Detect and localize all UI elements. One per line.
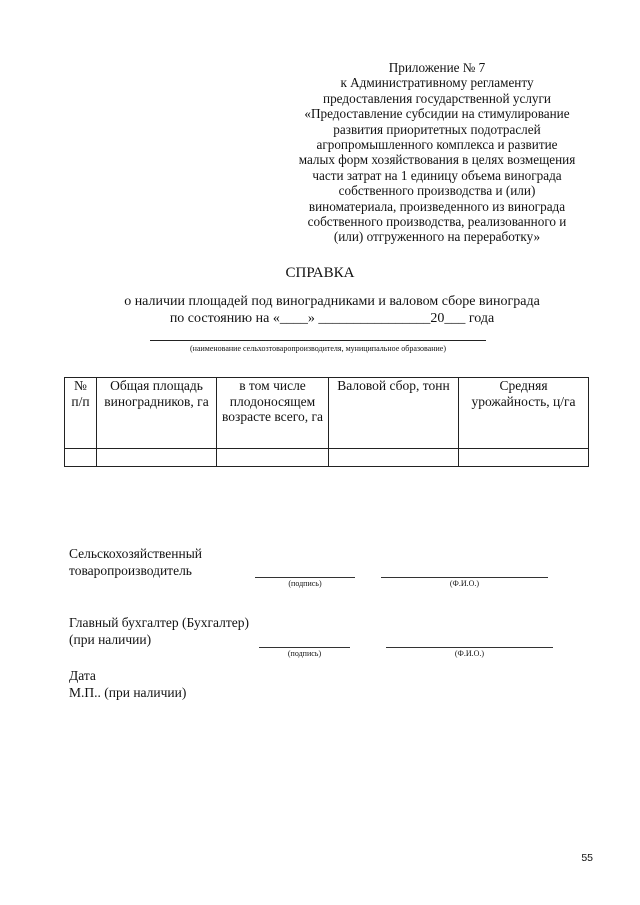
- appendix-line: предоставления государственной услуги: [323, 90, 551, 106]
- appendix-line: части затрат на 1 единицу объема винограда: [312, 167, 562, 183]
- document-title: СПРАВКА: [285, 265, 355, 281]
- date-label: Дата: [69, 668, 96, 683]
- accountant-signature-caption: (подпись): [287, 649, 322, 658]
- appendix-line: Приложение № 7: [388, 60, 486, 75]
- appendix-line: собственного производства и (или): [338, 183, 536, 199]
- harvest-table: [64, 377, 589, 467]
- table-cell: [97, 449, 217, 467]
- subtitle-date-line: по состоянию на «____» ________________20___ года: [169, 311, 495, 326]
- appendix-line: (или) отгруженного на переработку»: [333, 229, 541, 245]
- accountant-name-line: [386, 647, 553, 648]
- accountant-name-caption: (Ф.И.О.): [454, 649, 485, 658]
- label-line: Главный бухгалтер (Бухгалтер): [69, 615, 249, 630]
- producer-signature-label: [69, 545, 202, 579]
- page-number: 55: [581, 852, 593, 864]
- appendix-line: малых форм хозяйствования в целях возмещения: [298, 152, 576, 168]
- label-line: (при наличии): [69, 632, 152, 647]
- table-row: [65, 449, 589, 467]
- table-cell: [459, 449, 589, 467]
- header-fruiting-area: в том числе плодоносящем возрасте всего, га: [217, 378, 329, 449]
- table-cell: [329, 449, 459, 467]
- producer-signature-caption: (подпись): [288, 579, 322, 588]
- table-cell: [217, 449, 329, 467]
- appendix-line: к Административному регламенту: [340, 75, 534, 91]
- subtitle-line: о наличии площадей под виноградниками и валовом сборе винограда: [124, 294, 540, 309]
- label-line: Сельскохозяйственный: [69, 546, 203, 561]
- appendix-line: агропромышленного комплекса и развитие: [316, 137, 558, 153]
- appendix-line: собственного производства, реализованного и: [307, 214, 567, 230]
- header-total-area: Общая площадь виноградников, га: [97, 378, 217, 449]
- appendix-line: виноматериала, произведенного из винограда: [308, 198, 566, 214]
- table-cell: [65, 449, 97, 467]
- producer-name-caption: (наименование сельхозтоваропроизводителя, муниципальное образование): [190, 344, 446, 353]
- accountant-signature-label: [69, 614, 249, 648]
- producer-name-line: [381, 577, 548, 578]
- header-number: № п/п: [65, 378, 97, 449]
- header-average-yield: Средняя урожайность, ц/га: [459, 378, 589, 449]
- table-header-row: [65, 378, 589, 449]
- header-gross-harvest: Валовой сбор, тонн: [329, 378, 459, 449]
- accountant-signature-line: [259, 647, 350, 648]
- producer-name-caption: (Ф.И.О.): [449, 579, 480, 588]
- producer-signature-line: [255, 577, 355, 578]
- stamp-label: М.П.. (при наличии): [69, 685, 187, 700]
- producer-name-line: [150, 340, 486, 341]
- document-subtitle: [0, 293, 640, 327]
- label-line: товаропроизводитель: [69, 563, 192, 578]
- date-stamp-block: [69, 667, 186, 701]
- appendix-line: «Предоставление субсидии на стимулирование: [304, 106, 570, 122]
- appendix-header: [270, 60, 604, 245]
- appendix-line: развития приоритетных подотраслей: [333, 121, 541, 137]
